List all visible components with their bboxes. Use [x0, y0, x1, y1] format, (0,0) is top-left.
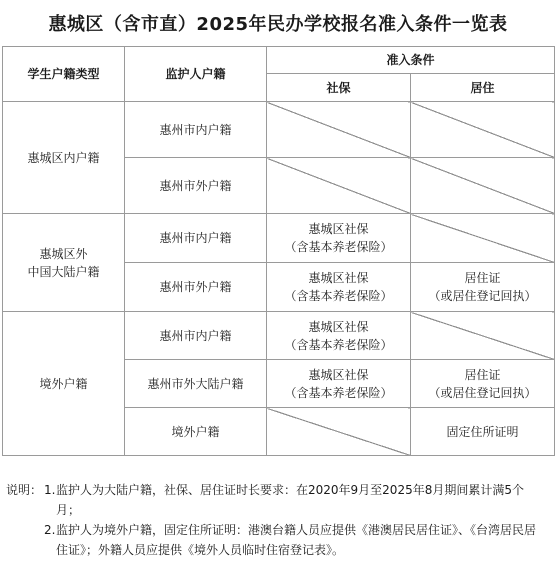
residence-cell: 居住证 （或居住登记回执） — [411, 263, 555, 312]
social-security-cell: 惠城区社保 （含基本养老保险） — [267, 263, 411, 312]
social-security-cell-empty — [267, 102, 411, 158]
guardian-type-cell: 境外户籍 — [125, 408, 267, 456]
student-type-cell: 惠城区外 中国大陆户籍 — [3, 214, 125, 312]
table-row — [3, 312, 555, 360]
social-security-cell: 惠城区社保 （含基本养老保险） — [267, 312, 411, 360]
guardian-type-cell: 惠州市外户籍 — [125, 263, 267, 312]
header-admission-conditions: 准入条件 — [267, 47, 555, 74]
residence-cell: 固定住所证明 — [411, 408, 555, 456]
header-social-security: 社保 — [267, 74, 411, 102]
residence-cell-empty — [411, 214, 555, 263]
note-item — [44, 520, 546, 560]
note-text: 监护人为大陆户籍，社保、居住证时长要求：在2020年9月至2025年8月期间累计满5个月； — [56, 483, 524, 517]
social-security-cell-empty — [267, 408, 411, 456]
table-row — [3, 102, 555, 158]
notes-section — [6, 480, 546, 560]
residence-cell-empty — [411, 312, 555, 360]
guardian-type-cell: 惠州市内户籍 — [125, 312, 267, 360]
table-row — [3, 214, 555, 263]
residence-cell-empty — [411, 102, 555, 158]
residence-cell-empty — [411, 158, 555, 214]
header-guardian-type: 监护人户籍 — [125, 47, 267, 102]
student-type-cell: 境外户籍 — [3, 312, 125, 456]
page-title: 惠城区（含市直）2025年民办学校报名准入条件一览表 — [48, 14, 508, 35]
admission-table — [2, 46, 555, 456]
notes-label: 说明： — [6, 483, 43, 497]
guardian-type-cell: 惠州市内户籍 — [125, 214, 267, 263]
note-number: 1. — [44, 483, 56, 497]
note-item — [44, 480, 546, 520]
note-text: 监护人为境外户籍，固定住所证明：港澳台籍人员应提供《港澳居民居住证》、《台湾居民居住证》；外籍人员应提供《境外人员临时住宿登记表》。 — [56, 523, 537, 557]
header-student-type: 学生户籍类型 — [3, 47, 125, 102]
social-security-cell: 惠城区社保 （含基本养老保险） — [267, 214, 411, 263]
guardian-type-cell: 惠州市外大陆户籍 — [125, 360, 267, 408]
residence-cell: 居住证 （或居住登记回执） — [411, 360, 555, 408]
guardian-type-cell: 惠州市内户籍 — [125, 102, 267, 158]
note-number: 2. — [44, 523, 56, 537]
header-residence: 居住 — [411, 74, 555, 102]
guardian-type-cell: 惠州市外户籍 — [125, 158, 267, 214]
social-security-cell-empty — [267, 158, 411, 214]
social-security-cell: 惠城区社保 （含基本养老保险） — [267, 360, 411, 408]
student-type-cell: 惠城区内户籍 — [3, 102, 125, 214]
